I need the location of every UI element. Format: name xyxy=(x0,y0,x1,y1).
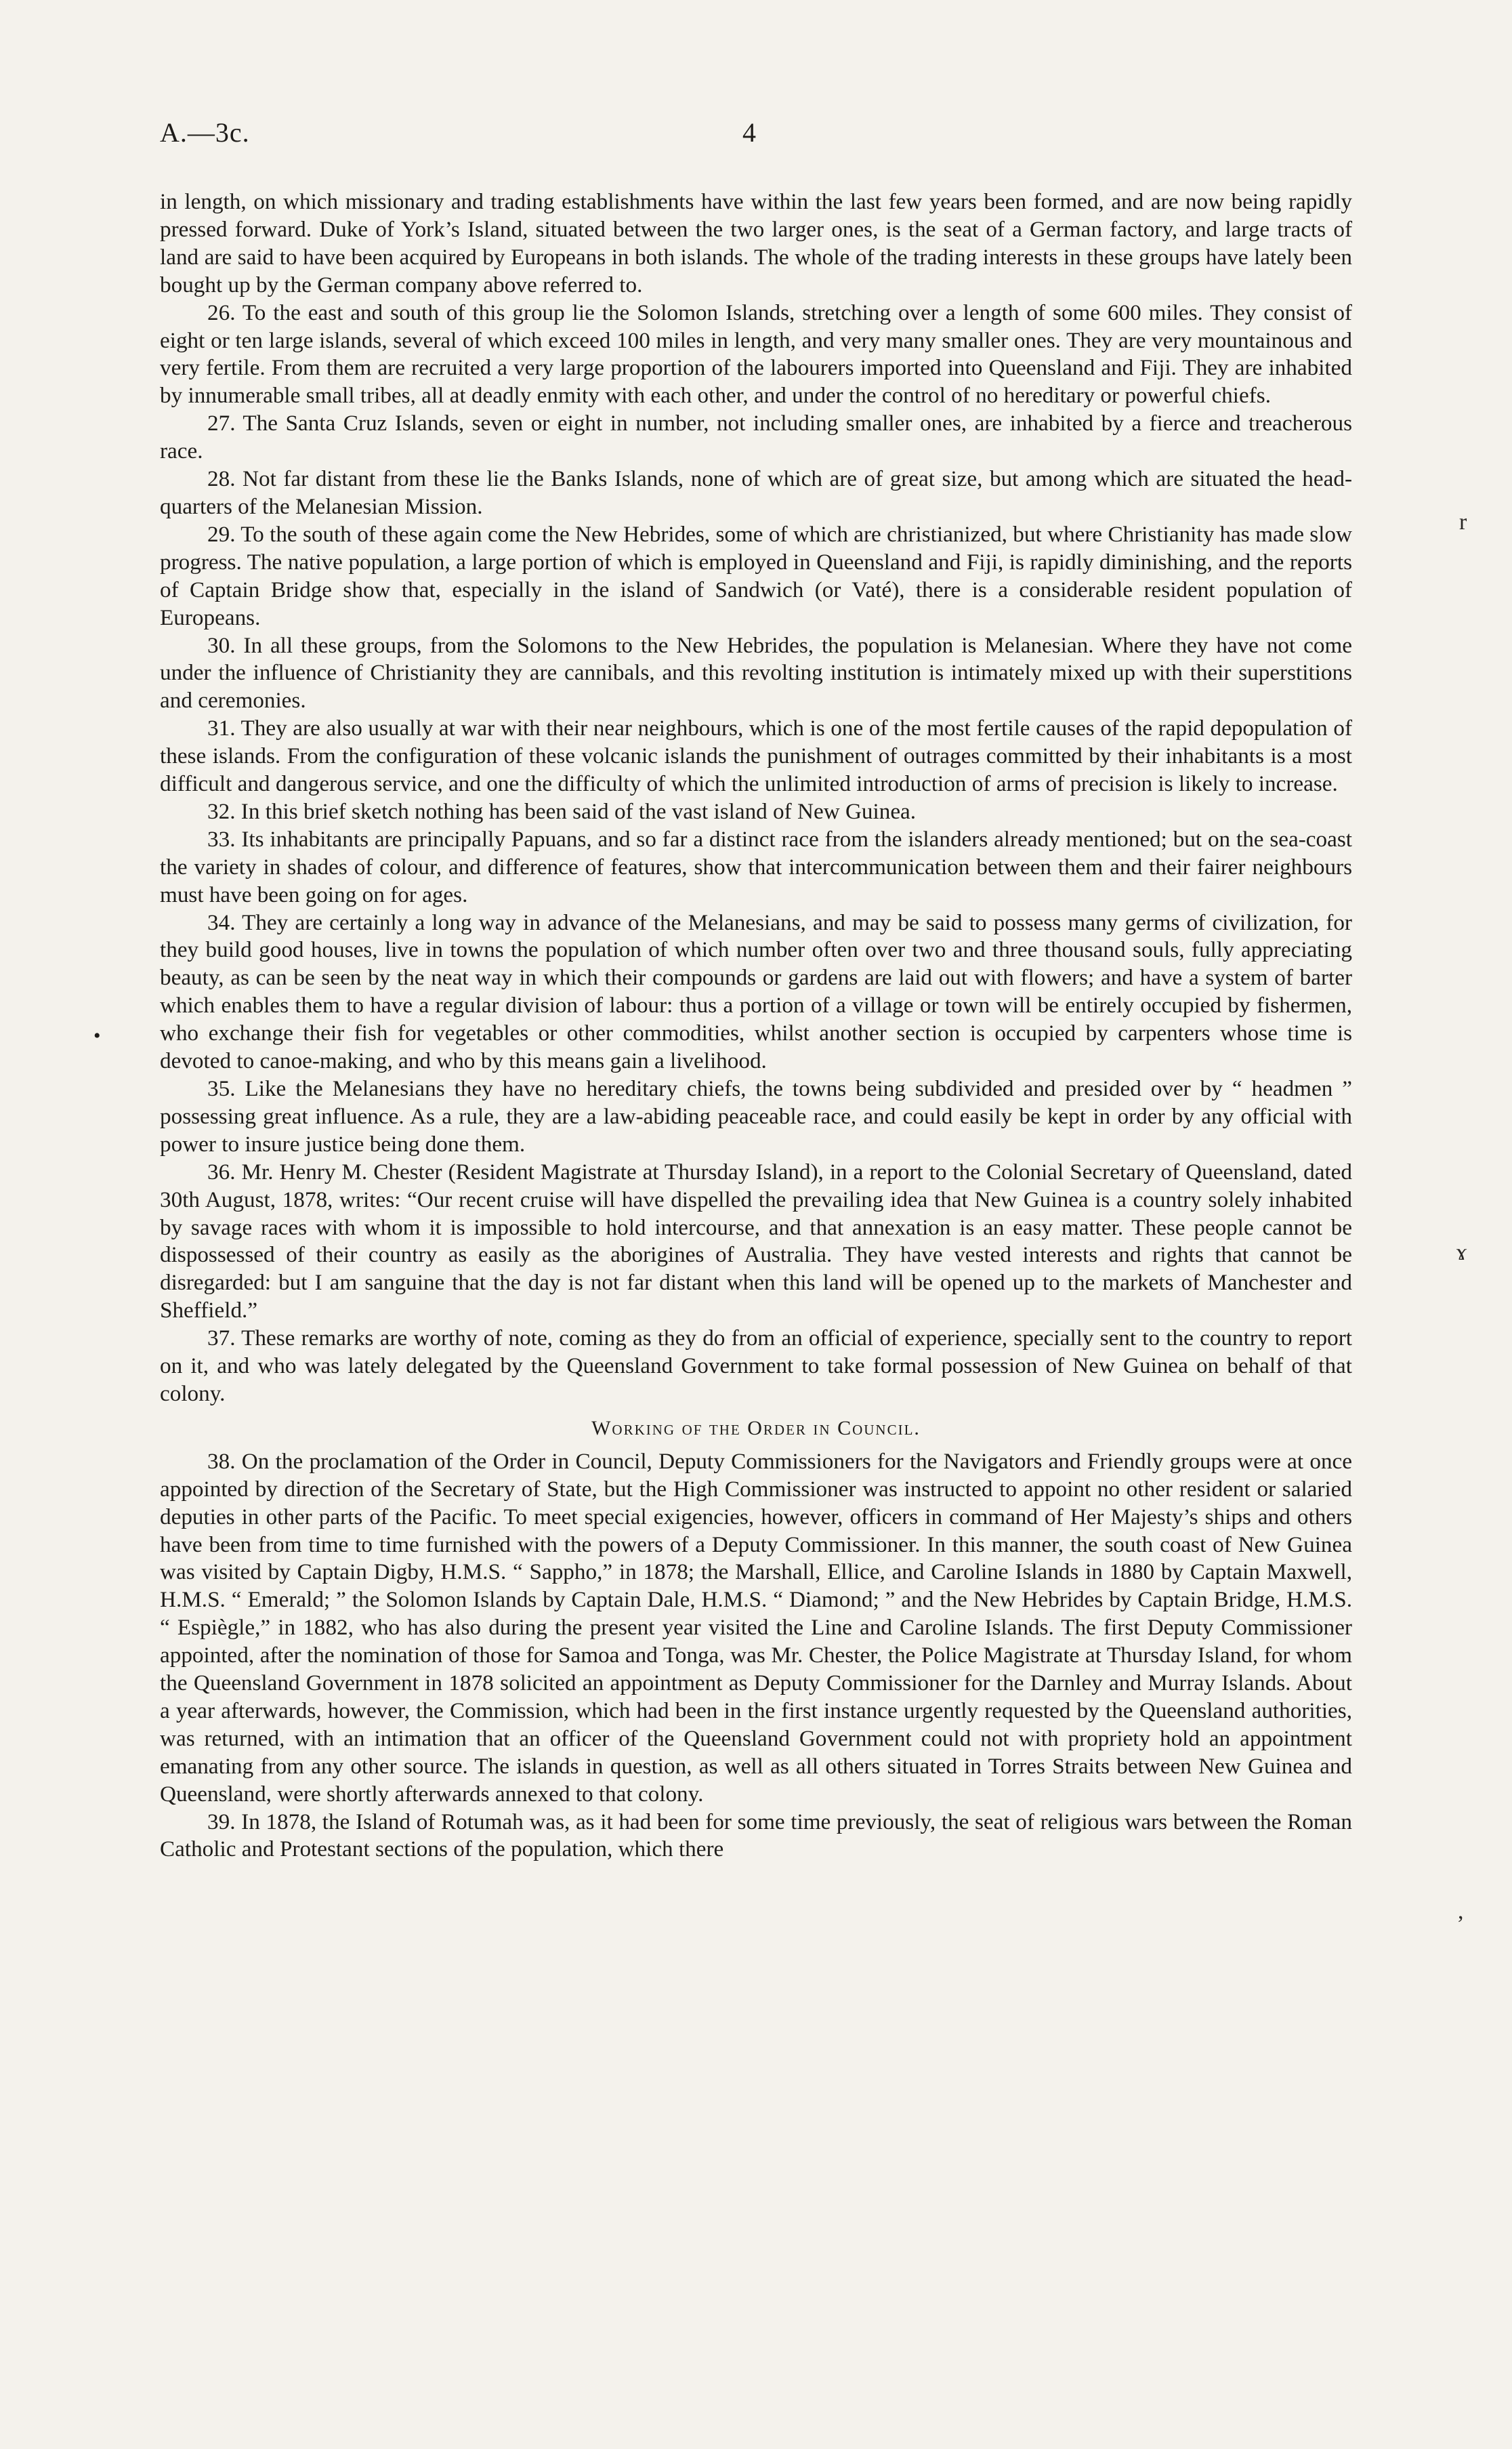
paragraph-38: 38. On the proclamation of the Order in Council, Deputy Commissioners for the Navigators and Friendly groups were at once appointed by direction of the Secretary of State, but the High Commissioner was instructed to appoint no other resident or salaried deputies in other parts of the Pacific. To meet special exigencies, however, officers in command of Her Majesty’s ships and others have been from time to time furnished with the powers of a Deputy Commissioner. In this manner, the south coast of New Guinea was visited by Captain Digby, H.M.S. “ Sappho,” in 1878; the Marshall, Ellice, and Caroline Islands in 1880 by Captain Maxwell, H.M.S. “ Emerald; ” the Solomon Islands by Captain Dale, H.M.S. “ Diamond; ” and the New Hebrides by Captain Bridge, H.M.S. “ Espiègle,” in 1882, who has also during the present year visited the Line and Caroline Islands. The first Deputy Commissioner appointed, after the nomination of those for Samoa and Tonga, was Mr. Chester, the Police Magistrate at Thursday Island, for whom the Queensland Government in 1878 solicited an appointment as Deputy Commissioner for the Darnley and Murray Islands. About a year afterwards, however, the Commission, which had been in the first instance urgently requested by the Queensland authorities, was returned, with an intimation that an officer of the Queensland Government could not with propriety hold an appointment emanating from any other source. The islands in question, as well as all others situated in Torres Straits between New Guinea and Queensland, were shortly afterwards annexed to that colony. xyxy=(160,1448,1352,1807)
paragraph-39: 39. In 1878, the Island of Rotumah was, as it had been for some time previously, the seat of religious wars between the Roman Catholic and Protestant sections of the population, which there xyxy=(160,1809,1352,1862)
page-header xyxy=(160,117,1352,157)
paragraph-33: 33. Its inhabitants are principally Papuans, and so far a distinct race from the islanders already mentioned; but on the sea-coast the variety in shades of colour, and difference of features, show that intercommunication between them and their fairer neighbours must have been going on for ages. xyxy=(160,826,1352,907)
margin-mark: ɤ xyxy=(1456,1240,1467,1265)
page-id: A.—3c. xyxy=(160,117,250,148)
paragraph-27: 27. The Santa Cruz Islands, seven or eight in number, not including smaller ones, are inhabited by a fierce and treacherous race. xyxy=(160,411,1352,464)
paragraph-37: 37. These remarks are worthy of note, coming as they do from an official of experience, specially sent to the country to report on it, and who was lately delegated by the Queensland Government to take formal possession of New Guinea on behalf of that colony. xyxy=(160,1325,1352,1406)
paragraph-29: 29. To the south of these again come the New Hebrides, some of which are christianized, but where Christianity has made slow progress. The native population, a large portion of which is employed in Queensland and Fiji, is rapidly diminishing, and the reports of Captain Bridge show that, especially in the island of Sandwich (or Vaté), there is a considerable resident population of Europeans. xyxy=(160,521,1352,630)
paragraph-35: 35. Like the Melanesians they have no hereditary chiefs, the towns being subdivided and presided over by “ headmen ” possessing great influence. As a rule, they are a law-abiding peaceable race, and could easily be kept in order by any official with power to insure justice being done them. xyxy=(160,1076,1352,1157)
page-number: 4 xyxy=(742,117,756,148)
paragraph-26: 26. To the east and south of this group lie the Solomon Islands, stretching over a length of some 600 miles. They consist of eight or ten large islands, several of which exceed 100 miles in length, and very many smaller ones. They are very mountainous and very fertile. From them are recruited a very large proportion of the labourers imported into Queensland and Fiji. They are inhabited by innumerable small tribes, all at deadly enmity with each other, and under the control of no hereditary or powerful chiefs. xyxy=(160,300,1352,409)
paragraph-continuation: in length, on which missionary and trading establishments have within the last few years been formed, and are now being rapidly pressed forward. Duke of York’s Island, situated between the two larger ones, is the seat of a German factory, and large tracts of land are said to have been acquired by Europeans in both islands. The whole of the trading interests in these groups have lately been bought up by the German company above referred to. xyxy=(160,189,1352,297)
paragraph-32: 32. In this brief sketch nothing has been said of the vast island of New Guinea. xyxy=(207,798,917,824)
paragraph-30: 30. In all these groups, from the Solomons to the New Hebrides, the population is Melanesian. Where they have not come under the influence of Christianity they are cannibals, and this revolting institution is intimately mixed up with their superstitions and ceremonies. xyxy=(160,632,1352,714)
margin-mark: r xyxy=(1459,510,1467,535)
document-body xyxy=(160,188,1352,1864)
paragraph-34: 34. They are certainly a long way in advance of the Melanesians, and may be said to possess many germs of civilization, for they build good houses, live in towns the population of which number often over two and three thousand souls, fully appreciating beauty, as can be seen by the neat way in which their compounds or gardens are laid out with flowers; and have a system of barter which enables them to have a regular division of labour: thus a portion of a village or town will be entirely occupied by fishermen, who exchange their fish for vegetables or other commodities, whilst another section is occupied by carpenters whose time is devoted to canoe-making, and who by this means gain a livelihood. xyxy=(160,909,1352,1074)
paragraph-28: 28. Not far distant from these lie the Banks Islands, none of which are of great size, but among which are situated the head-quarters of the Melanesian Mission. xyxy=(160,466,1352,519)
margin-mark: , xyxy=(1458,1899,1464,1924)
section-heading: Working of the Order in Council. xyxy=(591,1416,921,1439)
margin-dot: • xyxy=(93,1025,101,1047)
paragraph-36: 36. Mr. Henry M. Chester (Resident Magistrate at Thursday Island), in a report to the Colonial Secretary of Queensland, dated 30th August, 1878, writes: “Our recent cruise will have dispelled the prevailing idea that New Guinea is a country solely inhabited by savage races with whom it is impossible to hold intercourse, and that annexation is an easy matter. These people cannot be dispossessed of their country as easily as the aborigines of Australia. They have vested interests and rights that cannot be disregarded: but I am sanguine that the day is not far distant when this land will be opened up to the markets of Manchester and Sheffield.” xyxy=(160,1159,1352,1323)
paragraph-31: 31. They are also usually at war with their near neighbours, which is one of the most fertile causes of the rapid depopulation of these islands. From the configuration of these volcanic islands the punishment of outrages committed by their inhabitants is a most difficult and dangerous service, and one the difficulty of which the unlimited introduction of arms of precision is likely to increase. xyxy=(160,716,1352,797)
